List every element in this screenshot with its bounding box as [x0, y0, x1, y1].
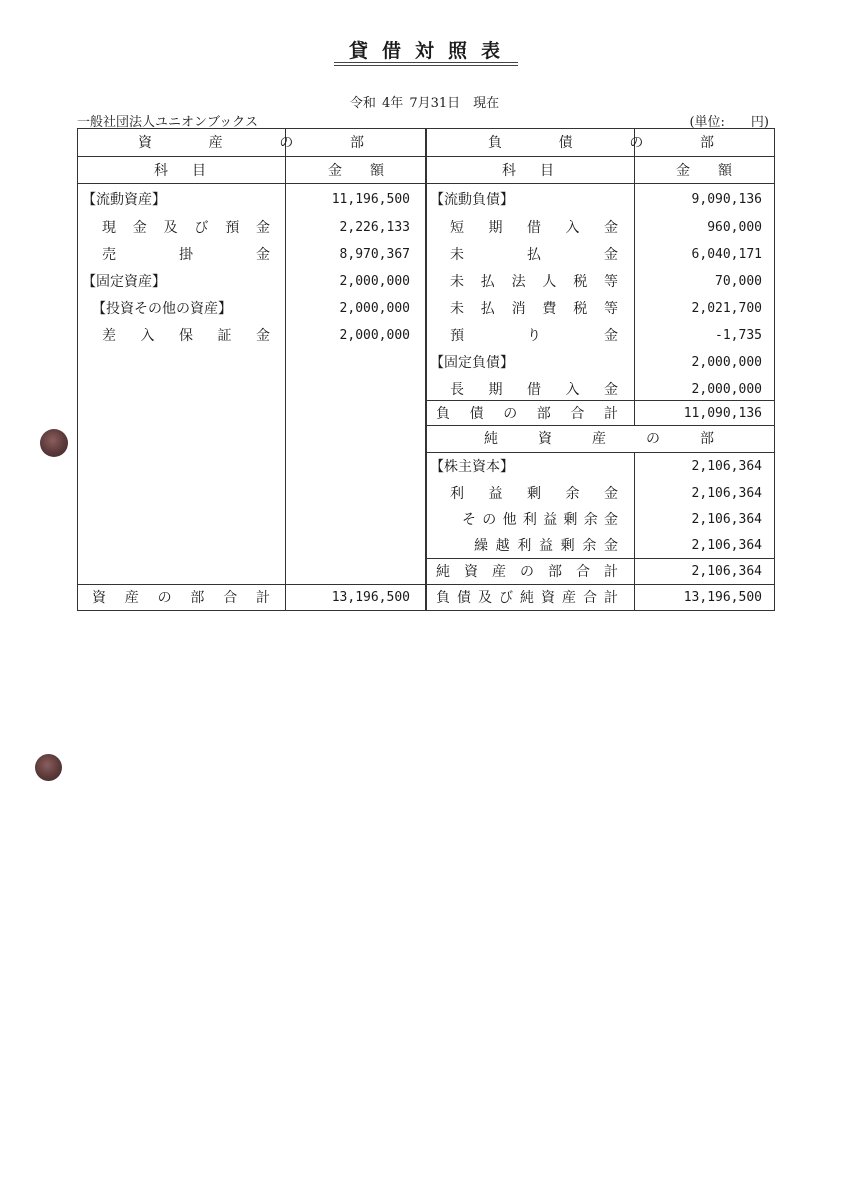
unit-note: (単位: 円) — [689, 115, 769, 130]
liability-row-amount: 2,000,000 — [691, 382, 762, 397]
net-asset-row-label: 利益剰余金 — [450, 486, 618, 502]
asset-row-amount: 2,000,000 — [339, 301, 410, 316]
title-underline — [334, 62, 518, 63]
col-divider-liabilities — [634, 129, 635, 610]
asset-row-amount: 2,000,000 — [339, 328, 410, 343]
net-assets-total-label: 純資産の部合計 — [436, 564, 618, 580]
liability-row-label: 短期借入金 — [450, 220, 618, 236]
liability-row-label: 長期借入金 — [450, 382, 618, 398]
assets-col-subject: 科目 — [154, 163, 206, 179]
liability-row-amount: -1,735 — [715, 328, 762, 343]
net-asset-row-amount: 2,106,364 — [691, 512, 762, 527]
title-underline — [334, 65, 518, 66]
liability-row-amount: 2,021,700 — [691, 301, 762, 316]
grand-total-label: 負債及び純資産合計 — [436, 590, 618, 606]
asset-row-label: 【固定資産】 — [82, 274, 166, 290]
net-asset-row-label: 繰越利益剰余金 — [474, 538, 618, 554]
liability-row-amount: 6,040,171 — [691, 247, 762, 262]
col-divider-assets — [285, 129, 286, 610]
liabilities-total-label: 負債の部合計 — [436, 406, 618, 422]
asset-row-label: 差入保証金 — [102, 328, 270, 344]
balance-sheet-table — [77, 128, 775, 611]
liabilities-col-subject: 科目 — [502, 163, 554, 179]
liabilities-total-amount: 11,090,136 — [683, 406, 762, 421]
liability-row-label: 【流動負債】 — [430, 192, 514, 208]
liability-row-label: 【固定負債】 — [430, 355, 514, 371]
punch-hole — [40, 429, 68, 457]
assets-total-amount: 13,196,500 — [331, 590, 410, 605]
asset-row-amount: 2,000,000 — [339, 274, 410, 289]
company-name: 一般社団法人ユニオンブックス — [77, 115, 258, 130]
net-asset-row-amount: 2,106,364 — [691, 486, 762, 501]
liability-row-amount: 2,000,000 — [691, 355, 762, 370]
net-assets-section-header: 純資産の部 — [484, 426, 714, 452]
assets-section-header: 資産の部 — [138, 135, 364, 151]
row-rule — [425, 452, 774, 453]
net-asset-row-amount: 2,106,364 — [691, 538, 762, 553]
net-asset-row-label: その他利益剰余金 — [462, 512, 618, 528]
grand-total-amount: 13,196,500 — [683, 590, 762, 605]
asset-row-label: 売掛金 — [102, 247, 270, 263]
liability-row-label: 未払消費税等 — [450, 301, 618, 317]
asset-row-label: 【流動資産】 — [82, 192, 166, 208]
asset-row-amount: 11,196,500 — [331, 192, 410, 207]
assets-col-amount: 金額 — [328, 163, 384, 179]
asset-row-amount: 8,970,367 — [339, 247, 410, 262]
as-of-date: 令和 4年 7月31日 現在 — [349, 96, 500, 111]
document-title: 貸借対照表 — [348, 40, 514, 62]
assets-total-label: 資産の部合計 — [92, 590, 270, 606]
liability-row-amount: 9,090,136 — [691, 192, 762, 207]
asset-row-label: 【投資その他の資産】 — [92, 301, 232, 317]
liability-row-label: 預り金 — [450, 328, 618, 344]
liability-row-label: 未払法人税等 — [450, 274, 618, 290]
net-asset-row-amount: 2,106,364 — [691, 459, 762, 474]
liability-row-amount: 960,000 — [707, 220, 762, 235]
asset-row-label: 現金及び預金 — [102, 220, 270, 236]
center-divider — [425, 129, 427, 610]
liability-row-amount: 70,000 — [715, 274, 762, 289]
net-assets-total-amount: 2,106,364 — [691, 564, 762, 579]
punch-hole — [35, 754, 62, 781]
liabilities-col-amount: 金額 — [676, 163, 732, 179]
liability-row-label: 未払金 — [450, 247, 618, 263]
asset-row-amount: 2,226,133 — [339, 220, 410, 235]
liabilities-section-header: 負債の部 — [488, 135, 714, 151]
net-asset-row-label: 【株主資本】 — [430, 459, 514, 475]
header-rule — [78, 156, 774, 157]
